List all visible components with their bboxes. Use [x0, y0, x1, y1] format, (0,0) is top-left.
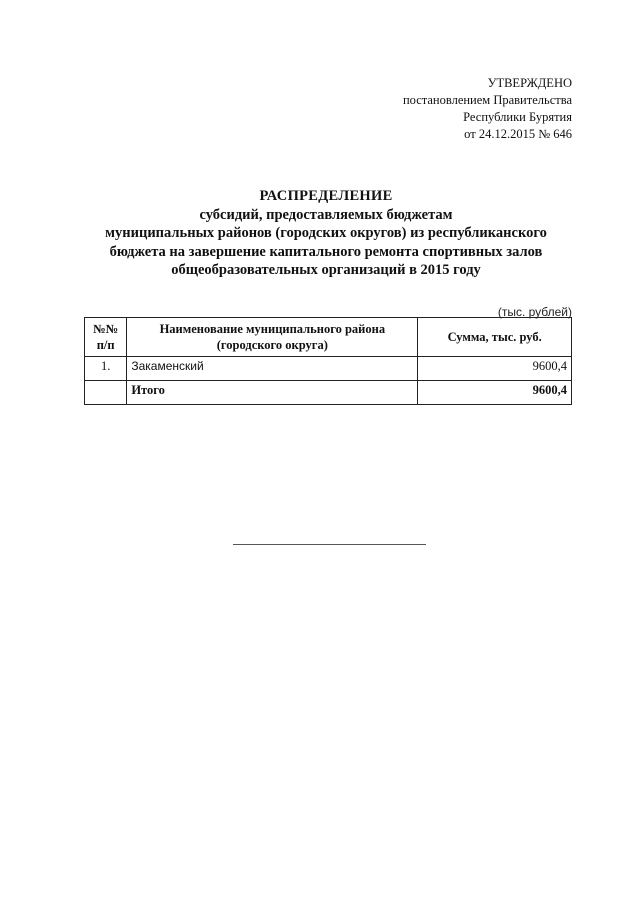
title-main: РАСПРЕДЕЛЕНИЕ: [259, 188, 393, 204]
row-number: 1.: [85, 357, 127, 381]
title-line-3: бюджета на завершение капитального ремонта спортивных залов: [109, 243, 543, 260]
document-title: [80, 187, 572, 280]
header-district-name: [127, 318, 418, 357]
total-number-cell: [85, 381, 127, 405]
distribution-table: [84, 317, 572, 405]
approval-stamp: [403, 75, 572, 143]
header-number-line1: №№: [93, 322, 119, 336]
row-amount: 9600,4: [418, 357, 572, 381]
table-header-row: [85, 318, 572, 357]
header-number-line2: п/п: [96, 338, 115, 352]
approval-date-number: от 24.12.2015 № 646: [464, 127, 572, 141]
title-line-4: общеобразовательных организаций в 2015 году: [171, 262, 481, 278]
total-label: Итого: [127, 381, 418, 405]
table-total-row: [85, 381, 572, 405]
header-name-line1: Наименование муниципального района: [159, 322, 386, 336]
approval-authority: постановлением Правительства: [402, 93, 572, 107]
approval-republic: Республики Бурятия: [463, 110, 572, 124]
units-note: (тыс. рублей): [497, 305, 572, 319]
header-amount: Сумма, тыс. руб.: [418, 318, 572, 357]
row-district-name: Закаменский: [127, 357, 418, 381]
title-line-2: муниципальных районов (городских округов) из республиканского: [105, 225, 547, 241]
header-name-line2: (городского округа): [216, 338, 328, 352]
table-row: [85, 357, 572, 381]
total-amount: 9600,4: [418, 381, 572, 405]
header-number: [85, 318, 127, 357]
title-line-1: субсидий, предоставляемых бюджетам: [199, 206, 453, 223]
approval-heading: УТВЕРЖДЕНО: [487, 76, 572, 90]
closing-divider: [233, 544, 426, 545]
